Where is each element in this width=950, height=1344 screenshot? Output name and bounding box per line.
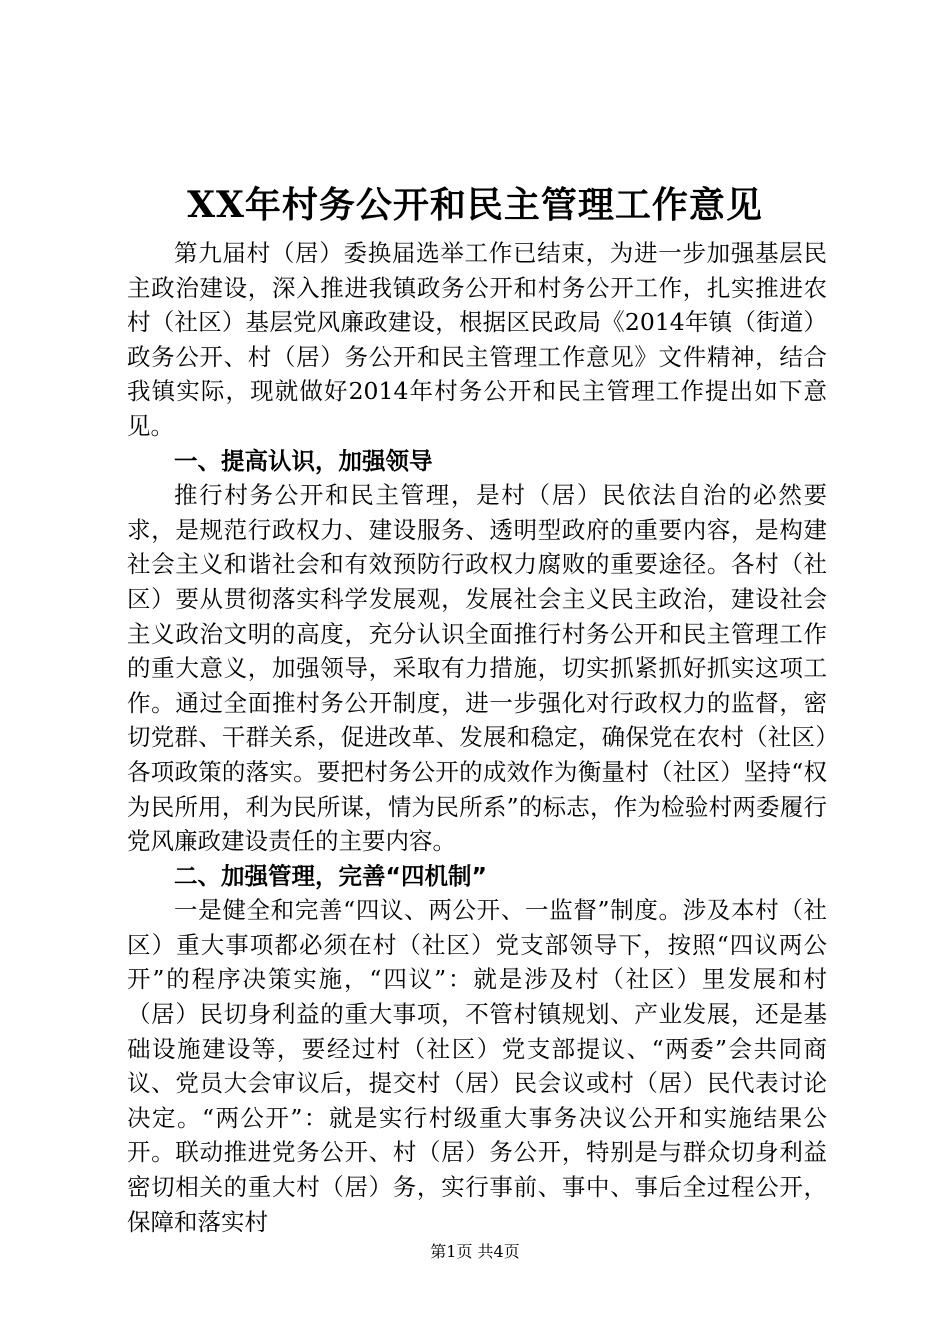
section-2-heading: 二、加强管理，完善“四机制”	[174, 861, 487, 890]
section-2-paragraph: 一是健全和完善“四议、两公开、一监督”制度。涉及本村（社区）重大事项都必须在村（社区）党支部领导下，按照“四议两公开”的程序决策实施，“四议”：就是涉及村（社区）里发展和村（居）民切身利益的重大事项，不管村镇规划、产业发展，还是基础设施建设等，要经过村（社区）党支部提议、“两委”会共同商议、党员大会审议后，提交村（居）民会议或村（居）民代表讨论决定。“两公开”：就是实行村级重大事务决议公开和实施结果公开。联动推进党务公开、村（居）务公开，特别是与群众切身利益密切相关的重大村（居）务，实行事前、事中、事后全过程公开，保障和落实村	[127, 896, 827, 1236]
intro-paragraph: 第九届村（居）委换届选举工作已结束，为进一步加强基层民主政治建设，深入推进我镇政务公开和村务公开工作，扎实推进农村（社区）基层党风廉政建设，根据区民政局《2014年镇（街道）政务公开、村（居）务公开和民主管理工作意见》文件精神，结合我镇实际，现就做好2014年村务公开和民主管理工作提出如下意见。	[127, 239, 827, 440]
document-body	[127, 236, 827, 1239]
page-number-footer: 第1页 共4页	[430, 1242, 520, 1261]
section-1-heading: 一、提高认识，加强领导	[174, 446, 433, 475]
section-1-paragraph: 推行村务公开和民主管理，是村（居）民依法自治的必然要求，是规范行政权力、建设服务、透明型政府的重要内容，是构建社会主义和谐社会和有效预防行政权力腐败的重要途径。各村（社区）要从贯彻落实科学发展观，发展社会主义民主政治，建设社会主义政治文明的高度，充分认识全面推行村务公开和民主管理工作的重大意义，加强领导，采取有力措施，切实抓紧抓好抓实这项工作。通过全面推村务公开制度，进一步强化对行政权力的监督，密切党群、干群关系，促进改革、发展和稳定，确保党在农村（社区）各项政策的落实。要把村务公开的成效作为衡量村（社区）坚持“权为民所用，利为民所谋，情为民所系”的标志，作为检验村两委履行党风廉政建设责任的主要内容。	[127, 481, 827, 856]
document-title: XX年村务公开和民主管理工作意见	[187, 184, 763, 226]
